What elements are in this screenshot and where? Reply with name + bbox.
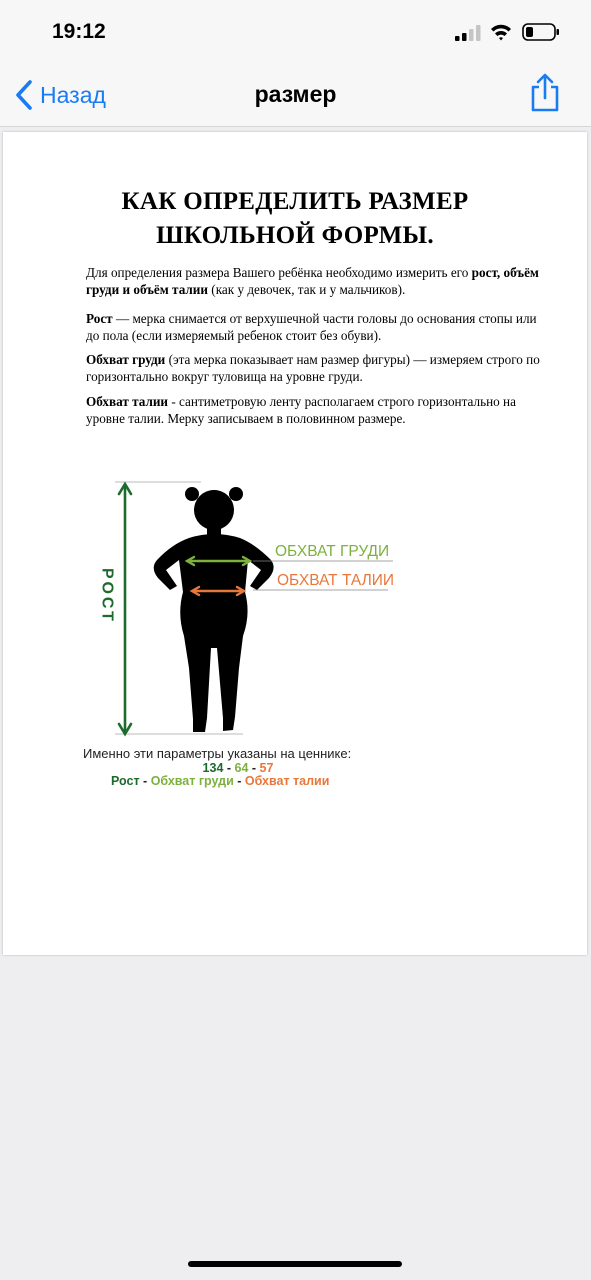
wifi-icon (489, 22, 513, 42)
navigation-bar (0, 62, 591, 127)
share-icon[interactable] (528, 72, 562, 114)
document-title (3, 185, 587, 253)
status-time: 19:12 (52, 20, 106, 43)
legend-waist: Обхват талии (244, 774, 330, 788)
dash: - (248, 761, 260, 775)
waist-term: Обхват талии (86, 394, 169, 409)
chest-label: ОБХВАТ ГРУДИ (275, 543, 390, 560)
caption-intro: Именно эти параметры указаны на ценнике: (83, 746, 352, 761)
intro-paragraph (86, 264, 546, 298)
chest-term: Обхват груди (86, 352, 166, 367)
back-label: Назад (40, 81, 106, 108)
document-page (3, 132, 587, 955)
measurement-illustration (83, 462, 423, 792)
caption-legend (111, 774, 329, 788)
value-waist: 57 (259, 761, 274, 775)
height-paragraph (86, 310, 546, 344)
height-arrow (119, 484, 131, 734)
height-term: Рост (86, 311, 113, 326)
chest-text: (эта мерка показывает нам размер фигуры) — измеряем строго по горизонтально вокруг туловища на уровне груди. (86, 352, 540, 384)
waist-label: ОБХВАТ ТАЛИИ (277, 572, 395, 589)
home-indicator[interactable] (188, 1261, 402, 1267)
dash: - (233, 774, 245, 788)
intro-tail: (как у девочек, так и у мальчиков). (208, 282, 406, 297)
caption-values (83, 761, 393, 775)
title-line-2: ШКОЛЬНОЙ ФОРМЫ. (156, 222, 434, 249)
dash: - (139, 774, 151, 788)
title-line-1: КАК ОПРЕДЕЛИТЬ РАЗМЕР (121, 188, 469, 215)
waist-text: - сантиметровую ленту располагаем строго горизонтально на уровне талии. Мерку записываем в половинном размере. (86, 394, 516, 426)
value-height: 134 (202, 761, 224, 775)
page-title: размер (254, 81, 337, 107)
intro-bold: рост, объём груди и объём талии (86, 265, 539, 297)
legend-chest: Обхват груди (150, 774, 234, 788)
chest-paragraph (86, 351, 546, 385)
battery-icon (522, 22, 560, 42)
value-chest: 64 (234, 761, 249, 775)
intro-text: Для определения размера Вашего ребёнка необходимо измерить его (86, 265, 472, 280)
cellular-signal-icon (455, 25, 483, 41)
dash: - (223, 761, 235, 775)
status-bar (0, 0, 591, 62)
waist-paragraph (86, 393, 546, 427)
child-silhouette-icon (154, 487, 274, 732)
height-text: — мерка снимается от верхушечной части головы до основания стопы или до пола (если измеряемый ребенок стоит без обуви). (86, 311, 537, 343)
height-label: РОСТ (98, 568, 116, 624)
legend-height: Рост (111, 774, 140, 788)
